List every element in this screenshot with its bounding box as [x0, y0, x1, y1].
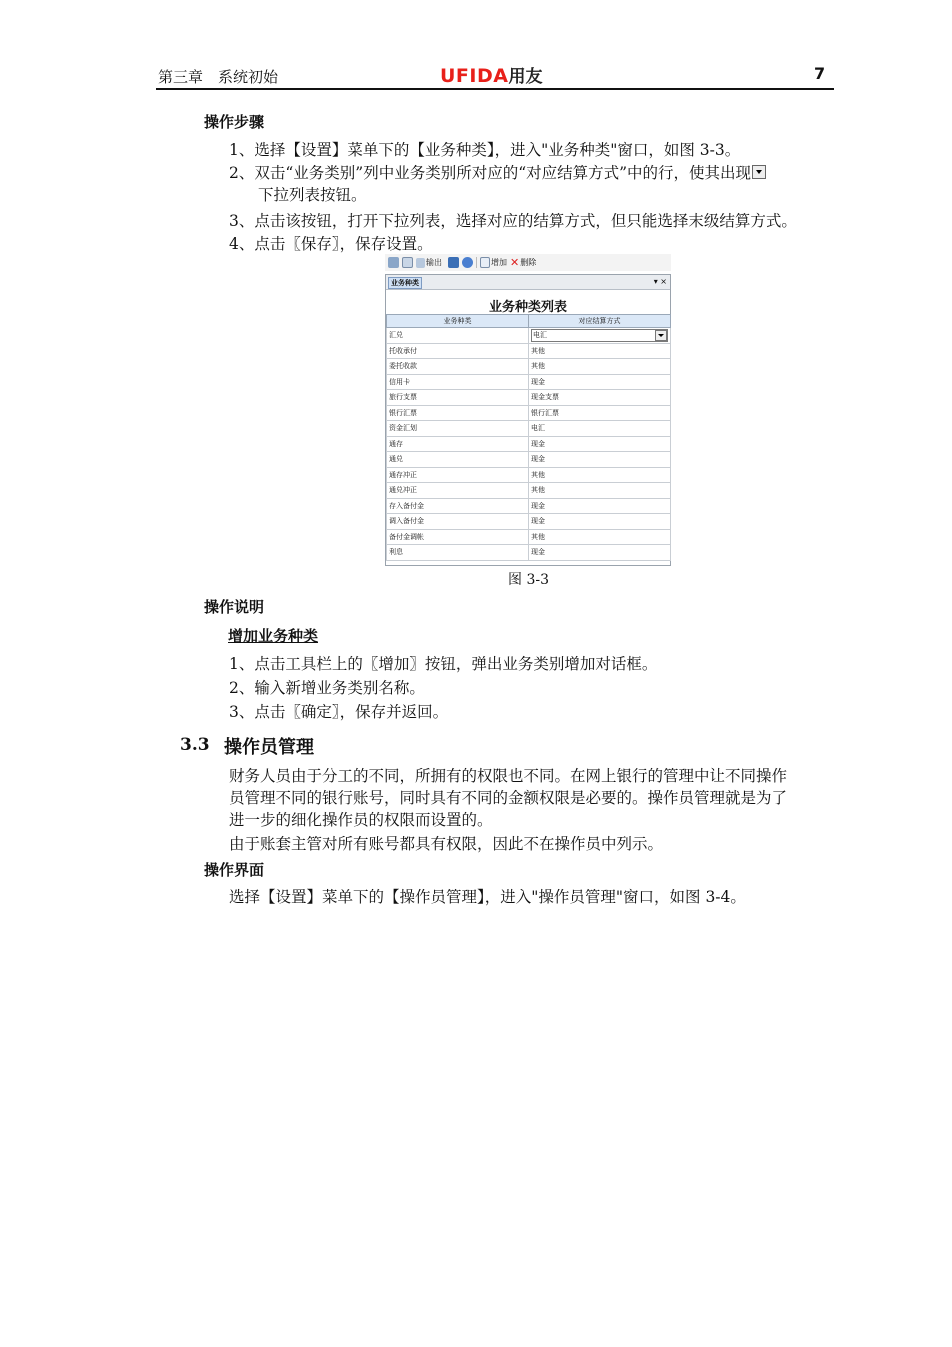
settlement-cell[interactable]: 现金 — [529, 498, 671, 514]
business-type-cell[interactable]: 通存冲正 — [387, 467, 529, 483]
section-title: 操作员管理 — [224, 737, 314, 758]
section-para-line-3: 进一步的细化操作员的权限而设置的。 — [229, 811, 493, 829]
logo-cn: 用友 — [508, 67, 543, 87]
tab-business-types[interactable]: 业务种类 — [388, 277, 422, 289]
add-icon — [480, 257, 490, 268]
figure-caption: 图 3-3 — [508, 572, 549, 588]
table-row[interactable] — [387, 390, 671, 406]
ui-text: 选择【设置】菜单下的【操作员管理】，进入"操作员管理"窗口，如图 3-4。 — [229, 888, 746, 906]
business-type-table — [386, 314, 671, 561]
business-type-cell[interactable]: 备付金调帐 — [387, 529, 529, 545]
step-1: 1、选择【设置】菜单下的【业务种类】，进入"业务种类"窗口，如图 3-3。 — [229, 141, 741, 159]
table-row[interactable] — [387, 436, 671, 452]
page-number: 7 — [814, 64, 826, 83]
add-button[interactable]: 增加 — [491, 258, 507, 267]
settlement-cell[interactable]: 现金 — [529, 514, 671, 530]
table-row[interactable] — [387, 343, 671, 359]
business-type-cell[interactable]: 调入备付金 — [387, 514, 529, 530]
settlement-cell[interactable]: 其他 — [529, 467, 671, 483]
preview-icon[interactable] — [402, 257, 413, 268]
step-2 — [229, 162, 766, 184]
toolbar-separator — [476, 257, 477, 268]
table-row[interactable] — [387, 467, 671, 483]
table-row[interactable] — [387, 328, 671, 344]
business-type-cell[interactable]: 托收承付 — [387, 343, 529, 359]
step-4: 4、点击〖保存〗，保存设置。 — [229, 235, 433, 253]
table-row[interactable] — [387, 514, 671, 530]
logo-brand: UFIDA — [440, 65, 509, 87]
settlement-cell[interactable]: 其他 — [529, 529, 671, 545]
dropdown-arrow-icon[interactable] — [655, 330, 667, 341]
settlement-cell[interactable]: 其他 — [529, 359, 671, 375]
column-header-settlement[interactable]: 对应结算方式 — [529, 315, 671, 328]
settlement-cell[interactable]: 现金 — [529, 374, 671, 390]
instruction-2: 2、输入新增业务类别名称。 — [229, 679, 425, 697]
table-row[interactable] — [387, 421, 671, 437]
steps-heading: 操作步骤 — [204, 113, 265, 131]
delete-icon: ✕ — [510, 256, 520, 269]
header-rule — [156, 88, 834, 90]
help-icon[interactable] — [462, 257, 473, 268]
table-row[interactable] — [387, 529, 671, 545]
output-button[interactable]: 输出 — [426, 258, 442, 267]
settlement-cell[interactable]: 现金 — [529, 545, 671, 561]
figure-business-types — [385, 254, 671, 566]
settlement-cell[interactable]: 其他 — [529, 343, 671, 359]
business-type-cell[interactable]: 汇兑 — [387, 328, 529, 344]
output-icon — [416, 258, 425, 268]
section-para-line-4: 由于账套主管对所有账号都具有权限，因此不在操作员中列示。 — [229, 835, 664, 853]
chapter-title: 第三章 系统初始 — [158, 68, 279, 86]
business-type-cell[interactable]: 通兑 — [387, 452, 529, 468]
ufida-logo — [440, 62, 542, 87]
table-title: 业务种类列表 — [488, 300, 567, 315]
business-type-cell[interactable]: 旅行支票 — [387, 390, 529, 406]
business-type-cell[interactable]: 信用卡 — [387, 374, 529, 390]
instruction-3: 3、点击〖确定〗，保存并返回。 — [229, 703, 449, 721]
settlement-cell[interactable]: 现金 — [529, 436, 671, 452]
save-icon[interactable] — [448, 257, 459, 268]
toolbar — [385, 254, 671, 271]
print-icon[interactable] — [388, 257, 399, 268]
table-row[interactable] — [387, 359, 671, 375]
step-3: 3、点击该按钮，打开下拉列表，选择对应的结算方式，但只能选择末级结算方式。 — [229, 212, 797, 230]
instructions-heading: 操作说明 — [204, 598, 265, 616]
business-type-cell[interactable]: 通兑冲正 — [387, 483, 529, 499]
settlement-select-cell[interactable] — [529, 328, 671, 344]
business-type-panel — [385, 274, 671, 566]
table-row[interactable] — [387, 452, 671, 468]
dropdown-button-icon — [752, 165, 766, 179]
table-row[interactable] — [387, 545, 671, 561]
tab-bar — [386, 275, 670, 290]
section-para-line-1: 财务人员由于分工的不同，所拥有的权限也不同。在网上银行的管理中让不同操作 — [229, 767, 788, 785]
business-type-cell[interactable]: 存入备付金 — [387, 498, 529, 514]
settlement-select-value[interactable]: 电汇 — [531, 329, 668, 342]
business-type-cell[interactable]: 通存 — [387, 436, 529, 452]
tab-controls-icon[interactable]: ▾ × — [653, 277, 667, 286]
instructions-subheading: 增加业务种类 — [228, 627, 319, 645]
section-para-line-2: 员管理不同的银行账号，同时具有不同的金额权限是必要的。操作员管理就是为了 — [229, 789, 788, 807]
ui-heading: 操作界面 — [204, 861, 265, 879]
table-row[interactable] — [387, 374, 671, 390]
table-row[interactable] — [387, 405, 671, 421]
business-type-cell[interactable]: 委托收款 — [387, 359, 529, 375]
instruction-1: 1、点击工具栏上的〖增加〗按钮，弹出业务类别增加对话框。 — [229, 655, 658, 673]
settlement-cell[interactable]: 现金 — [529, 452, 671, 468]
section-number: 3.3 — [180, 735, 210, 755]
settlement-cell[interactable]: 电汇 — [529, 421, 671, 437]
settlement-cell[interactable]: 其他 — [529, 483, 671, 499]
step-2-text: 2、双击“业务类别”列中业务类别所对应的“对应结算方式”中的行，使其出现 — [229, 164, 752, 182]
table-row[interactable] — [387, 498, 671, 514]
delete-button[interactable]: 删除 — [520, 258, 537, 267]
business-type-cell[interactable]: 利息 — [387, 545, 529, 561]
business-type-cell[interactable]: 银行汇票 — [387, 405, 529, 421]
settlement-cell[interactable]: 现金支票 — [529, 390, 671, 406]
table-row[interactable] — [387, 483, 671, 499]
step-2-cont: 下拉列表按钮。 — [258, 186, 367, 204]
business-type-cell[interactable]: 资金汇划 — [387, 421, 529, 437]
column-header-business-type[interactable]: 业务种类 — [387, 315, 529, 328]
settlement-cell[interactable]: 银行汇票 — [529, 405, 671, 421]
